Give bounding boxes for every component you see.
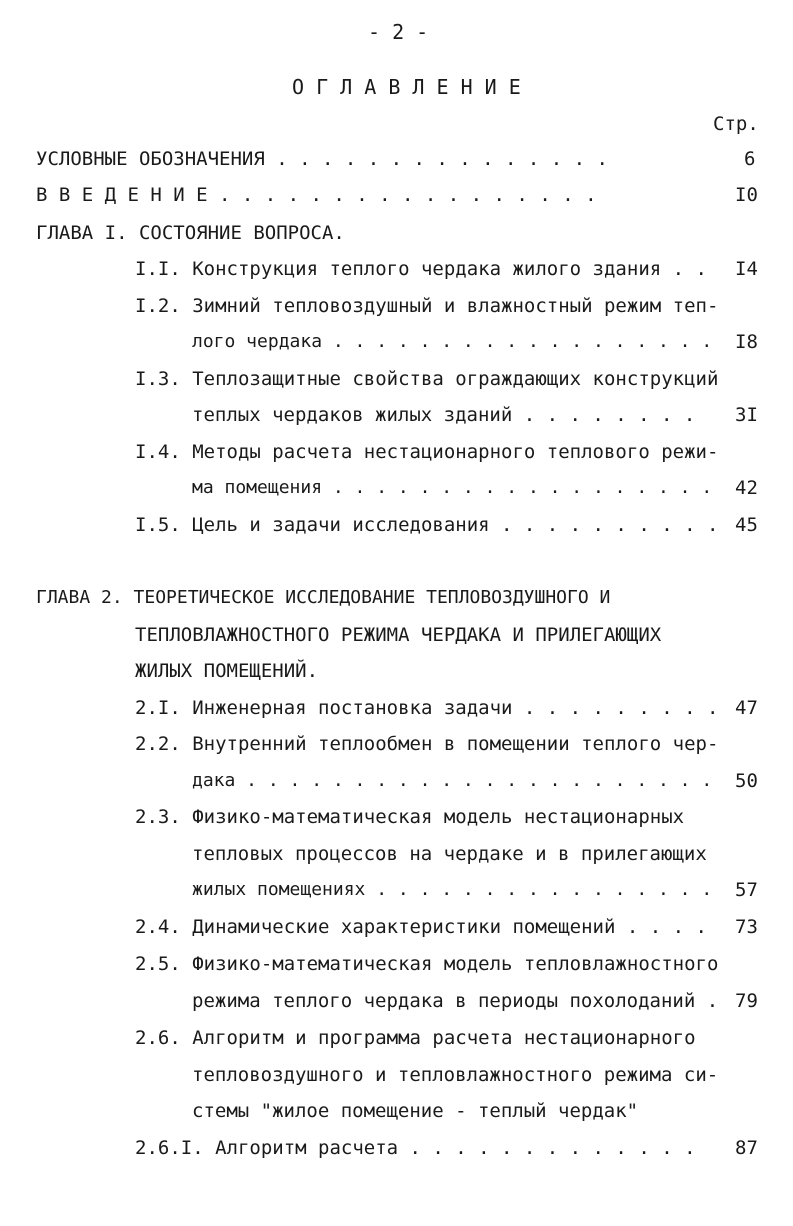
toc-line: стемы "жилое помещение - теплый чердак" (192, 1100, 639, 1122)
toc-title: О Г Л А В Л Е Н И Е (292, 75, 521, 99)
page-column-header: Стр. (713, 113, 759, 135)
toc-page-number: 87 (735, 1137, 758, 1159)
toc-line: УСЛОВНЫЕ ОБОЗНАЧЕНИЯ . . . . . . . . . . . . . . . (36, 148, 608, 170)
toc-line: жилых помещениях . . . . . . . . . . . . . . . . (192, 879, 713, 900)
toc-line: I.5. Цель и задачи исследования . . . . . . . . . . (135, 514, 719, 536)
toc-line: I.2. Зимний тепловоздушный и влажностный режим теп- (135, 295, 719, 317)
toc-line: I.I. Конструкция теплого чердака жилого здания . . (135, 258, 707, 280)
toc-page-number: 73 (735, 916, 758, 938)
toc-line: В В Е Д Е Н И Е . . . . . . . . . . . . . . . . . (36, 184, 597, 206)
toc-line: 2.2. Внутренний теплообмен в помещении теплого чер- (135, 733, 719, 755)
toc-line: теплых чердаков жилых зданий . . . . . . . . (192, 404, 696, 426)
toc-page-number: 79 (735, 990, 758, 1012)
toc-line: ГЛАВА I. СОСТОЯНИЕ ВОПРОСА. (36, 222, 345, 244)
toc-page-number: I0 (735, 184, 758, 206)
toc-line: 2.3. Физико-математическая модель нестационарных (135, 806, 685, 828)
toc-page-number: 6 (744, 148, 756, 170)
toc-line: ЖИЛЫХ ПОМЕЩЕНИЙ. (135, 660, 319, 682)
toc-page-number: 47 (735, 697, 758, 719)
toc-page-number: 50 (735, 770, 758, 792)
toc-line: 2.I. Инженерная постановка задачи . . . . . . . . . (135, 697, 719, 719)
toc-line: 2.4. Динамические характеристики помещений . . . . (135, 916, 707, 938)
toc-page-number: 45 (735, 514, 758, 536)
toc-page-number: 3I (735, 404, 758, 426)
toc-line: тепловоздушного и тепловлажностного режима си- (192, 1064, 719, 1086)
toc-line: ГЛАВА 2. ТЕОРЕТИЧЕСКОЕ ИССЛЕДОВАНИЕ ТЕПЛОВОЗДУШНОГО И (36, 587, 611, 608)
toc-page-number: 57 (735, 879, 758, 901)
toc-line: 2.5. Физико-математическая модель тепловлажностного (135, 953, 719, 975)
toc-line: 2.6. Алгоритм и программа расчета нестационарного (135, 1027, 696, 1049)
toc-line: дака . . . . . . . . . . . . . . . . . . . . . . (192, 770, 713, 791)
page-number: - 2 - (368, 20, 429, 44)
toc-line: ТЕПЛОВЛАЖНОСТНОГО РЕЖИМА ЧЕРДАКА И ПРИЛЕГАЮЩИХ (135, 624, 662, 646)
toc-page-number: I8 (735, 331, 758, 353)
toc-line: I.4. Методы расчета нестационарного теплового режи- (135, 441, 719, 463)
toc-page-number: 42 (735, 477, 758, 499)
toc-page-number: I4 (735, 258, 758, 280)
toc-line: тепловых процессов на чердаке и в прилегающих (192, 843, 707, 865)
toc-line: I.3. Теплозащитные свойства ограждающих конструкций (135, 368, 719, 390)
toc-line: режима теплого чердака в периоды похолоданий . (192, 990, 719, 1012)
toc-line: ма помещения . . . . . . . . . . . . . . . . . . (192, 477, 713, 498)
toc-line: лого чердака . . . . . . . . . . . . . . . . . . (192, 331, 713, 352)
toc-line: 2.6.I. Алгоритм расчета . . . . . . . . . . . . . (135, 1137, 696, 1159)
